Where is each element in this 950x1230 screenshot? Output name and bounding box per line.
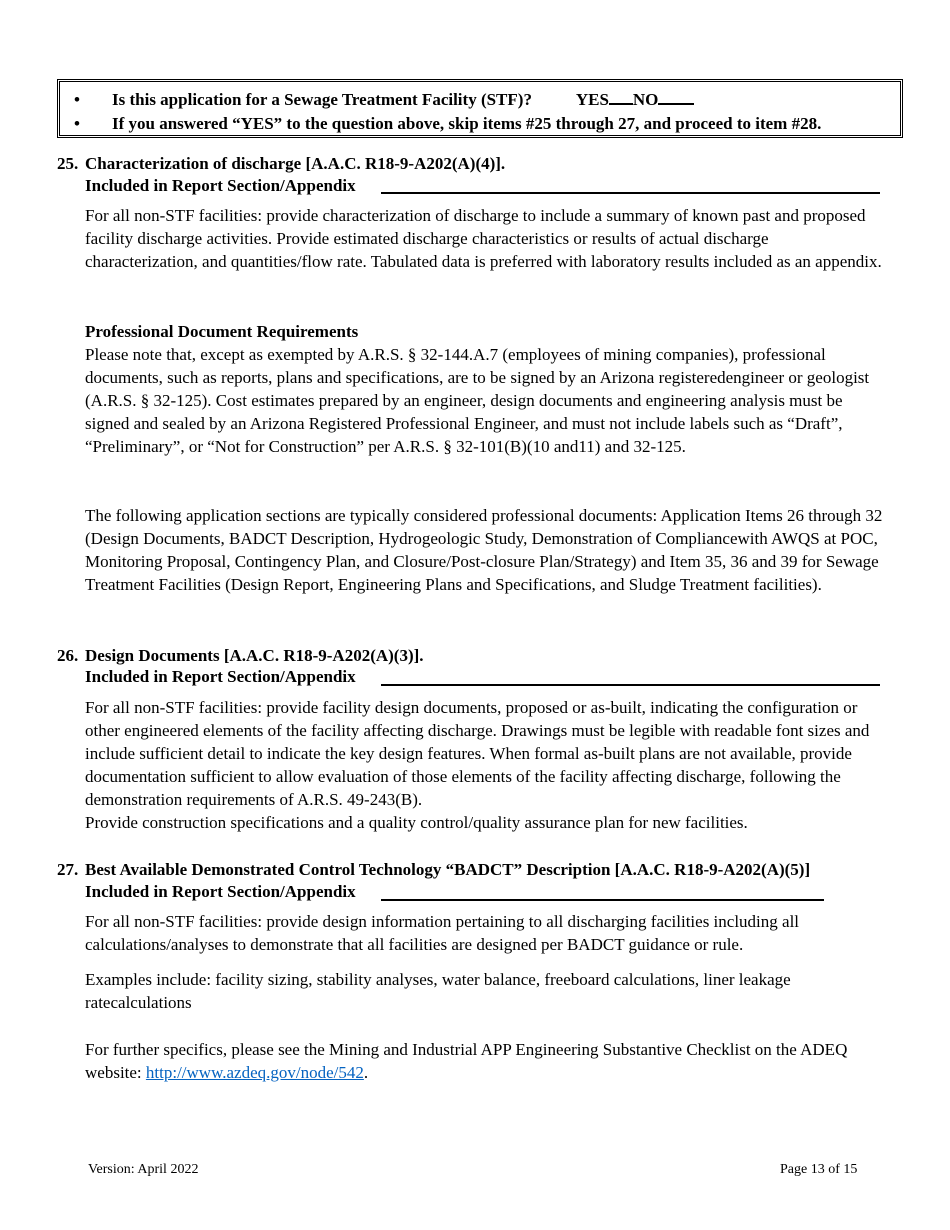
stf-instruction-text: If you answered “YES” to the question above, skip items #25 through 27, and proceed to item #28. xyxy=(112,114,822,133)
item-27-included-blank[interactable] xyxy=(381,899,824,901)
item-26-body: For all non-STF facilities: provide facility design documents, proposed or as-built, indicating the configuration or other engineered elements of the facility affecting discharge. Drawings must be legible with readable font sizes and include sufficient detail to indicate the key design features. When formal as-built plans are not available, provide documentation sufficient to allow evaluation of those elements of the facility affecting discharge, following the demonstration requirements of A.R.S. 49-243(B). Provide construction specifications and a quality control/quality assurance plan for new facilities. xyxy=(85,696,885,834)
item-27-examples: Examples include: facility sizing, stability analyses, water balance, freeboard calculations, liner leakage ratecalculations xyxy=(85,970,791,1012)
item-25-body: For all non-STF facilities: provide characterization of discharge to include a summary of known past and proposed facility discharge activities. Provide estimated discharge characteristics or results of actual discharge characterization, and quantities/flow rate. Tabulated data is preferred with laboratory results included as an appendix. xyxy=(85,206,882,271)
item-26-included-blank[interactable] xyxy=(381,684,880,686)
no-blank[interactable] xyxy=(658,89,694,105)
item-25-included-label: Included in Report Section/Appendix xyxy=(85,176,356,195)
bullet-icon: • xyxy=(74,90,80,109)
item-25-number: 25. xyxy=(57,154,79,173)
item-27-included-label: Included in Report Section/Appendix xyxy=(85,882,356,901)
adeq-website-link[interactable]: http://www.azdeq.gov/node/542 xyxy=(145,1063,364,1082)
yes-label: YES xyxy=(575,90,609,109)
item-26-number: 26. xyxy=(57,646,79,665)
stf-question-box xyxy=(57,79,903,138)
item-26-included-label: Included in Report Section/Appendix xyxy=(85,667,356,686)
bullet-icon: • xyxy=(74,114,80,133)
item-26-title: Design Documents [A.A.C. R18-9-A202(A)(3)]. xyxy=(85,646,424,665)
item-27-body: For all non-STF facilities: provide design information pertaining to all discharging facilities including all calculations/analyses to demonstrate that all facilities are designed per BADCT guidance or rule. xyxy=(85,912,800,954)
item-27-number: 27. xyxy=(57,860,79,879)
item-27-title: Best Available Demonstrated Control Technology “BADCT” Description [A.A.C. R18-9-A202(A)(5)] xyxy=(85,860,811,879)
item-26-body-2: Provide construction specifications and a quality control/quality assurance plan for new facilities. xyxy=(85,813,748,832)
professional-sections-body: The following application sections are typically considered professional documents: Application Items 26 through 32 (Design Documents, BADCT Description, Hydrogeologic Study, Demonstration of Compliancewith AWQS at POC, Monitoring Proposal, Contingency Plan, and Closure/Post-closure Plan/Strategy) and Item 35, 36 and 39 for Sewage Treatment Facilities (Design Report, Engineering Plans and Specifications, and Sludge Treatment facilities). xyxy=(85,506,883,594)
footer-page-number: Page 13 of 15 xyxy=(780,1162,858,1177)
item-25-title: Characterization of discharge [A.A.C. R18-9-A202(A)(4)]. xyxy=(85,154,506,173)
professional-requirements-body: Please note that, except as exempted by A.R.S. § 32-144.A.7 (employees of mining companies), professional documents, such as reports, plans and specifications, are to be signed by an Arizona registeredengineer or geologist (A.R.S. § 32-125). Cost estimates prepared by an engineer, design documents and engineering analysis must be signed and sealed by an Arizona Registered Professional Engineer, and must not include labels such as “Draft”, “Preliminary”, or “Not for Construction” per A.R.S. § 32-101(B)(10 and11) and 32-125. xyxy=(85,345,870,456)
professional-requirements xyxy=(85,320,885,458)
footer-version: Version: April 2022 xyxy=(88,1162,199,1177)
yes-blank[interactable] xyxy=(609,89,633,105)
item-27-further: For further specifics, please see the Mining and Industrial APP Engineering Substantive Checklist on the ADEQ website: http://www.azdeq.gov/node/542. xyxy=(85,1040,848,1082)
no-label: NO xyxy=(632,90,659,109)
professional-requirements-heading: Professional Document Requirements xyxy=(85,322,359,341)
item-25-included-blank[interactable] xyxy=(381,192,880,194)
stf-question-text: Is this application for a Sewage Treatment Facility (STF)? xyxy=(112,90,532,109)
